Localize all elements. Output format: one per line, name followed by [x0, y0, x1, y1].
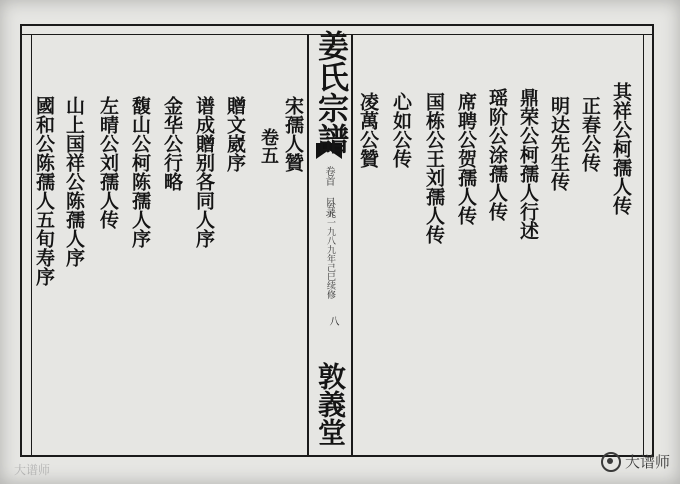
toc-entry: 宋孺人贊: [282, 96, 304, 172]
watermark-text: 大谱师: [624, 452, 670, 471]
wechat-icon: [601, 452, 621, 472]
toc-entry: 心如公传: [390, 92, 412, 168]
toc-entry: 国栋公王刘孺人传: [423, 92, 445, 244]
toc-entry: 席聘公贺孺人传: [455, 92, 477, 225]
spine-left-rule: [307, 34, 309, 455]
watermark-faint-text: 大谱师: [14, 463, 51, 477]
toc-entry: 金华公行略: [161, 96, 183, 191]
toc-entry: 正春公传: [579, 96, 601, 172]
watermark-faint: [14, 461, 50, 478]
toc-entry: 其祥公柯孺人传: [610, 82, 632, 215]
toc-entry: 谱成贈别各同人序: [193, 96, 215, 248]
right-inner-border: [643, 34, 644, 455]
bottom-border: [22, 455, 654, 457]
volume-label: 卷首 目录: [323, 166, 334, 217]
toc-entry: 國和公陈孺人五旬寿序: [33, 96, 55, 286]
toc-entry: 凌萬公贊: [357, 92, 379, 168]
toc-entry: 贈文崴序: [224, 96, 246, 172]
toc-entry: 山上国祥公陈孺人序: [63, 96, 85, 267]
left-inner-border: [31, 34, 32, 455]
toc-entry: 鼎荣公柯孺人行述: [517, 88, 539, 240]
right-border: [652, 24, 654, 457]
toc-entry: 左晴公刘孺人传: [97, 96, 119, 229]
book-title: 姜氏宗譜: [312, 30, 348, 154]
edition-note: 公元一九八九年己巳续修: [325, 200, 335, 299]
volume-heading: 卷五: [258, 128, 279, 164]
top-border: [22, 24, 652, 26]
watermark-logo: [601, 451, 670, 473]
toc-entry: 明达先生传: [548, 96, 570, 191]
spine-right-rule: [351, 34, 353, 455]
left-border: [20, 24, 22, 457]
hall-name: 敦義堂: [314, 362, 347, 446]
toc-entry: 馥山公柯陈孺人序: [129, 96, 151, 248]
page-number: 八: [327, 316, 338, 326]
toc-entry: 瑶阶公涂孺人传: [486, 88, 508, 221]
